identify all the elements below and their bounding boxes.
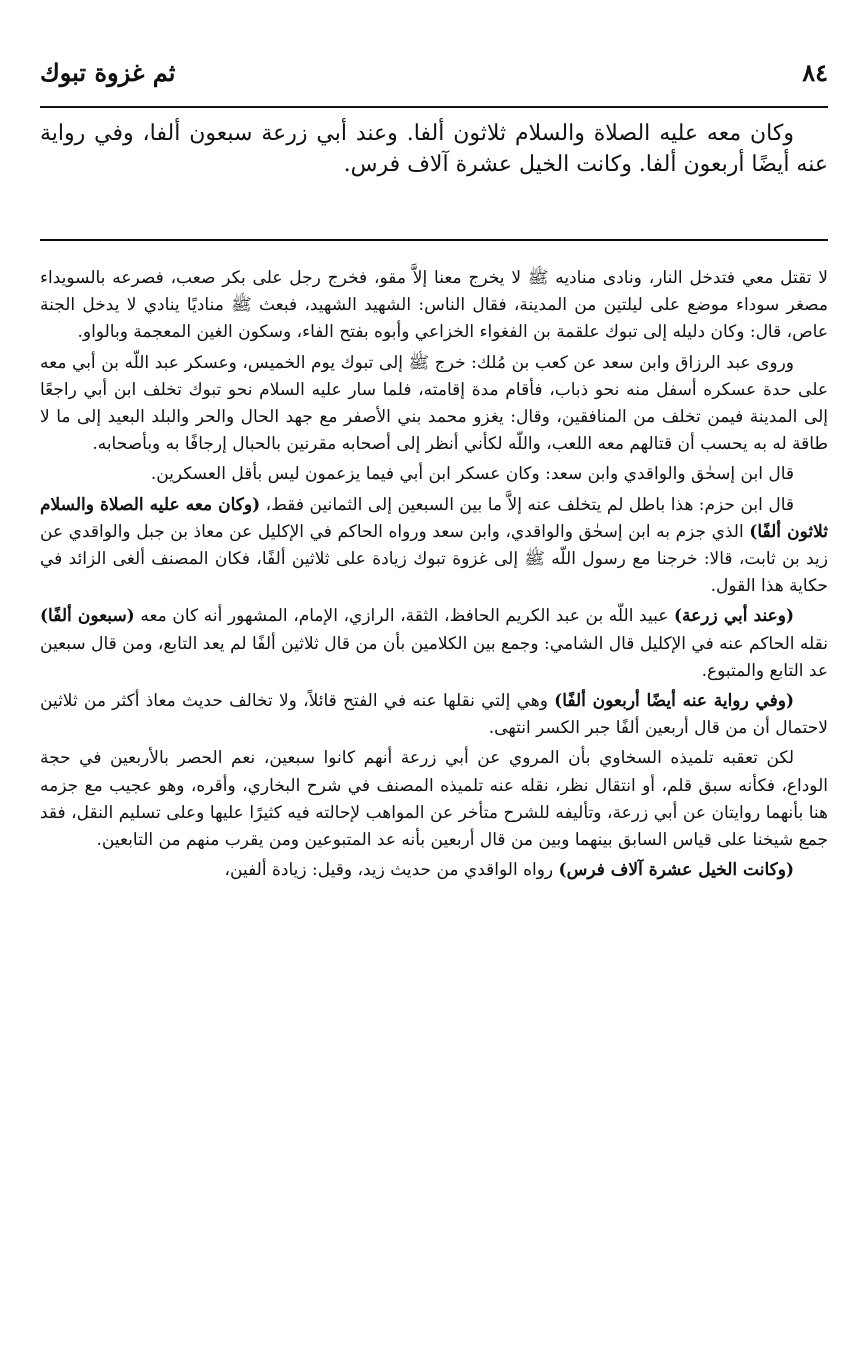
commentary-text: قال ابن حزم: هذا باطل لم يتخلف عنه إلاَّ ما بين السبعين إلى الثمانين فقط، [265,494,795,515]
commentary-divider [40,239,828,241]
commentary [40,265,828,887]
main-text-paragraph: وكان معه عليه الصلاة والسلام ثلاثون ألفا. وعند أبي زرعة سبعون ألفا، وفي رواية عنه أيضًا أربعون ألفا. وكانت الخيل عشرة آلاف فرس. [40,121,828,177]
commentary-paragraph [40,688,828,742]
header-divider [40,106,828,108]
page-header [40,52,828,92]
quoted-matn: (وعند أبي زرعة) [673,606,795,627]
commentary-text: نقله الحاكم عنه في الإكليل قال الشامي: وجمع بين الكلامين بأن من قال ثلاثين ألفًا لم يعد التابع، ومن قال سبعين عد التابع والمتبوع. [40,633,828,681]
quoted-matn: (سبعون ألفًا) [40,606,135,627]
commentary-paragraph [40,492,828,601]
commentary-paragraph: قال ابن إسحٰق والواقدي وابن سعد: وكان عسكر ابن أبي فيما يزعمون ليس بأقل العسكرين. [150,464,794,485]
commentary-paragraph: وروى عبد الرزاق وابن سعد عن كعب بن مُلك: خرج ﷺ إلى تبوك يوم الخميس، وعسكر عبد اللّه بن أبي معه على حدة عسكره أسفل منه نحو ذباب، فأقام مدة إقامته، فلما سار عليه السلام نحو تبوك تخلف ابن أبي راجعًا إلى المدينة فيمن تخلف من المنافقين، وقال: يغزو محمد بني الأصفر مع جهد الحال والحر والبلد البعيد إلى ما لا طاقة له به يحسب أن قتالهم معه اللعب، واللّه لكأني أنظر إلى أصحابه مقرنين بالحبال إرجافًا به وبأصحابه. [40,352,828,455]
quoted-matn: (وكان معه عليه الصلاة والسلام ثلاثون ألفًا) [40,494,828,542]
commentary-text: عبيد اللّه بن عبد الكريم الحافظ، الثقة، الرازي، الإمام، المشهور أنه كان معه [140,606,669,627]
main-text [40,118,828,180]
commentary-text: رواه الواقدي من حديث زيد، وقيل: زيادة ألفين، [224,860,554,881]
commentary-paragraph: لكن تعقبه تلميذه السخاوي بأن المروي عن أبي زرعة أنهم كانوا سبعين، نعم الحصر بالأربعين في حجة الوداع، فكأنه سبق قلم، أو انتقال نظر، نقله عنه تلميذه المصنف في شرح البخاري، وأقره، وهو عجيب مع جزمه هنا بأنهما روايتان عن أبي زرعة، وتأليفه للشرح متأخر عن المواهب لإحالته فيه كثيرًا عليها وعلى تسليم النقل، فقد جمع شيخنا على قياس السابق بينهما وبين من قال أربعين بأنه عد المتبوعين ومن يقرب منهم من التابعين. [40,748,828,851]
commentary-paragraph [40,603,828,685]
running-title: ثم غزوة تبوك [40,57,176,87]
commentary-paragraph [40,857,828,884]
page-number: ٨٤ [802,57,828,87]
commentary-paragraph: لا تقتل معي فتدخل النار، ونادى مناديه ﷺ لا يخرج معنا إلاَّ مقو، فخرج رجل على بكر صعب، فصرعه بالسويداء مصغر سوداء موضع على ليلتين من المدينة، فقال الناس: الشهيد الشهيد، فبعث ﷺ مناديًا ينادي لا يدخل الجنة عاص، قال: وكان دليله إلى تبوك علقمة بن الفغواء الخزاعي وأبوه بفتح الفاء، وسكون الغين المعجمة وبالواو. [40,268,828,343]
commentary-text: وهي إلتي نقلها عنه في الفتح قائلاً، ولا تخالف حديث معاذ أكثر من ثلاثين لاحتمال أن من قال أربعين ألفًا جبر الكسر انتهى. [40,691,828,739]
quoted-matn: (وكانت الخيل عشرة آلاف فرس) [558,860,794,881]
commentary-text: الذي جزم به ابن إسحٰق والواقدي، وابن سعد ورواه الحاكم في الإكليل عن معاذ بن جبل والواقدي عن زيد بن ثابت، قالا: خرجنا مع رسول اللّه ﷺ إلى غزوة تبوك زيادة على ثلاثين ألفًا، فكان المصنف ألغى الزائد في حكاية هذا القول. [40,521,828,597]
quoted-matn: (وفي رواية عنه أيضًا أربعون ألفًا) [554,691,795,712]
